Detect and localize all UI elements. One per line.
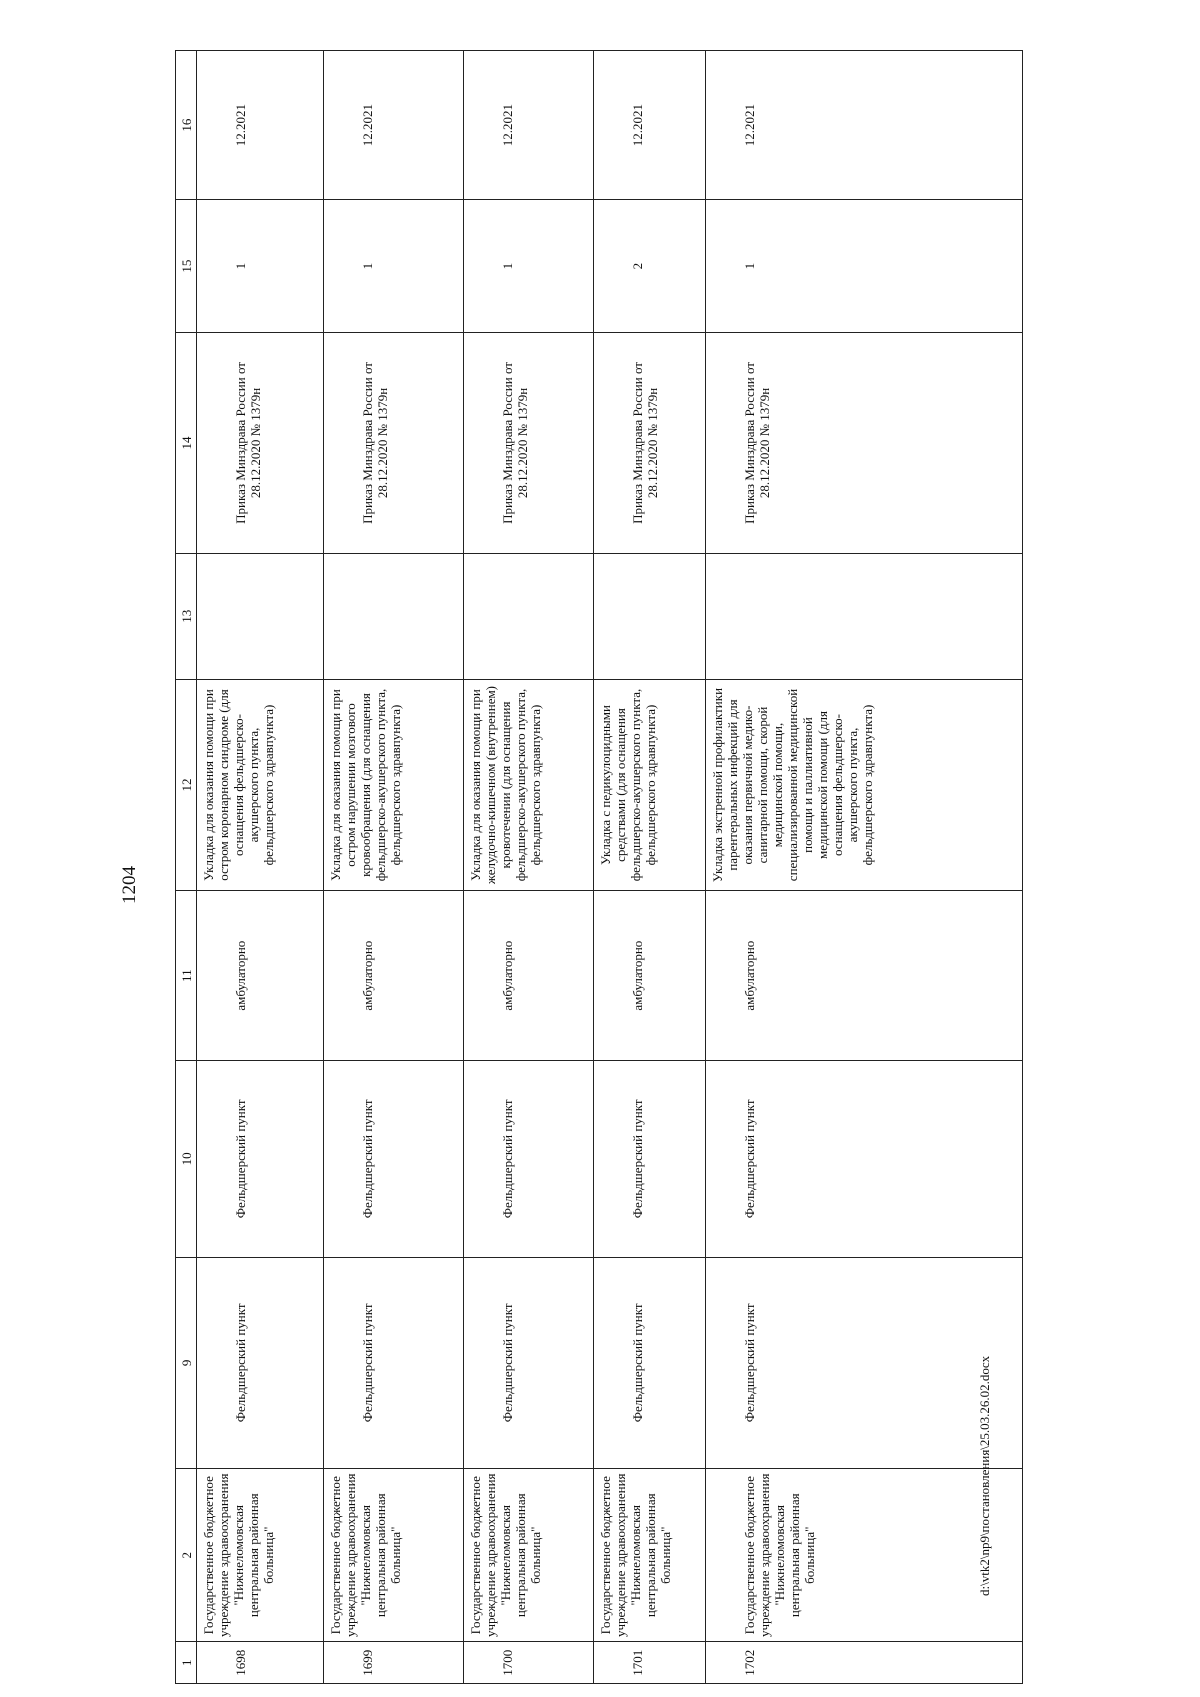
unit-name: Фельдшерский пункт: [464, 1257, 593, 1468]
care-conditions: амбулаторно: [197, 891, 324, 1061]
header-col-2: 2: [176, 1469, 197, 1642]
unit-type: Фельдшерский пункт: [197, 1061, 324, 1257]
table-header-row: [176, 51, 197, 1684]
header-col-11: 11: [176, 891, 197, 1061]
unit-name: Фельдшерский пункт: [323, 1257, 463, 1468]
care-conditions: амбулаторно: [705, 891, 1022, 1061]
col-13-value: [323, 553, 463, 679]
header-col-15: 15: [176, 200, 197, 333]
regulation: Приказ Минздрава России от 28.12.2020 № 1379н: [197, 333, 324, 554]
regulation: Приказ Минздрава России от 28.12.2020 № 1379н: [464, 333, 593, 554]
table-row: [593, 51, 705, 1684]
row-number: 1698: [197, 1642, 324, 1684]
care-conditions: амбулаторно: [323, 891, 463, 1061]
unit-type: Фельдшерский пункт: [593, 1061, 705, 1257]
equipment-name: Укладка для оказания помощи при остром нарушении мозгового кровообращения (для оснащения фельдшерско-акушерского пункта, фельдшерского здравпункта): [323, 679, 463, 890]
row-number: 1699: [323, 1642, 463, 1684]
row-number: 1700: [464, 1642, 593, 1684]
unit-name: Фельдшерский пункт: [705, 1257, 1022, 1468]
quantity: 1: [705, 200, 1022, 333]
header-col-9: 9: [176, 1257, 197, 1468]
unit-name: Фельдшерский пункт: [593, 1257, 705, 1468]
header-col-13: 13: [176, 553, 197, 679]
row-number: 1702: [705, 1642, 1022, 1684]
equipment-name: Укладка для оказания помощи при остром коронарном синдроме (для оснащения фельдшерско-акушерского пункта, фельдшерского здравпункта): [197, 679, 324, 890]
unit-type: Фельдшерский пункт: [464, 1061, 593, 1257]
care-conditions: амбулаторно: [593, 891, 705, 1061]
col-13-value: [593, 553, 705, 679]
quantity: 2: [593, 200, 705, 333]
col-13-value: [705, 553, 1022, 679]
date: 12.2021: [323, 51, 463, 200]
header-col-1: 1: [176, 1642, 197, 1684]
organization-name: Государственное бюджетное учреждение здравоохранения "Нижнеломовская центральная районная больница": [705, 1469, 1022, 1642]
date: 12.2021: [705, 51, 1022, 200]
quantity: 1: [323, 200, 463, 333]
table-row: [197, 51, 324, 1684]
quantity: 1: [464, 200, 593, 333]
date: 12.2021: [593, 51, 705, 200]
header-col-12: 12: [176, 679, 197, 890]
equipment-table: [175, 50, 1023, 1684]
header-col-14: 14: [176, 333, 197, 554]
equipment-name: Укладка для оказания помощи при желудочно-кишечном (внутреннем) кровотечении (для оснащения фельдшерско-акушерского пункта, фельдшерского здравпункта): [464, 679, 593, 890]
quantity: 1: [197, 200, 324, 333]
unit-name: Фельдшерский пункт: [197, 1257, 324, 1468]
organization-name: Государственное бюджетное учреждение здравоохранения "Нижнеломовская центральная районная больница": [197, 1469, 324, 1642]
table-row: [464, 51, 593, 1684]
date: 12.2021: [464, 51, 593, 200]
col-13-value: [197, 553, 324, 679]
care-conditions: амбулаторно: [464, 891, 593, 1061]
unit-type: Фельдшерский пункт: [323, 1061, 463, 1257]
row-number: 1701: [593, 1642, 705, 1684]
organization-name: Государственное бюджетное учреждение здравоохранения "Нижнеломовская центральная районная больница": [323, 1469, 463, 1642]
equipment-table-container: [175, 50, 1023, 1684]
regulation: Приказ Минздрава России от 28.12.2020 № 1379н: [593, 333, 705, 554]
equipment-name: Укладка с педикулоцидными средствами (для оснащения фельдшерско-акушерского пункта, фельдшерского здравпункта): [593, 679, 705, 890]
equipment-name: Укладка экстренной профилактики парентеральных инфекций для оказания первичной медико-санитарной помощи, скорой медицинской помощи, специализированной медицинской помощи и паллиативной медицинской помощи (для оснащения фельдшерско-акушерского пункта, фельдшерского здравпункта): [705, 679, 1022, 890]
header-col-10: 10: [176, 1061, 197, 1257]
footer-file-path: d:\vtk2\np9\постановления\25.03.26.02.docx: [977, 1355, 992, 1596]
col-13-value: [464, 553, 593, 679]
header-col-16: 16: [176, 51, 197, 200]
regulation: Приказ Минздрава России от 28.12.2020 № 1379н: [705, 333, 1022, 554]
organization-name: Государственное бюджетное учреждение здравоохранения "Нижнеломовская центральная районная больница": [593, 1469, 705, 1642]
table-row: [323, 51, 463, 1684]
unit-type: Фельдшерский пункт: [705, 1061, 1022, 1257]
regulation: Приказ Минздрава России от 28.12.2020 № 1379н: [323, 333, 463, 554]
date: 12.2021: [197, 51, 324, 200]
page-number: 1204: [119, 866, 140, 904]
organization-name: Государственное бюджетное учреждение здравоохранения "Нижнеломовская центральная районная больница": [464, 1469, 593, 1642]
